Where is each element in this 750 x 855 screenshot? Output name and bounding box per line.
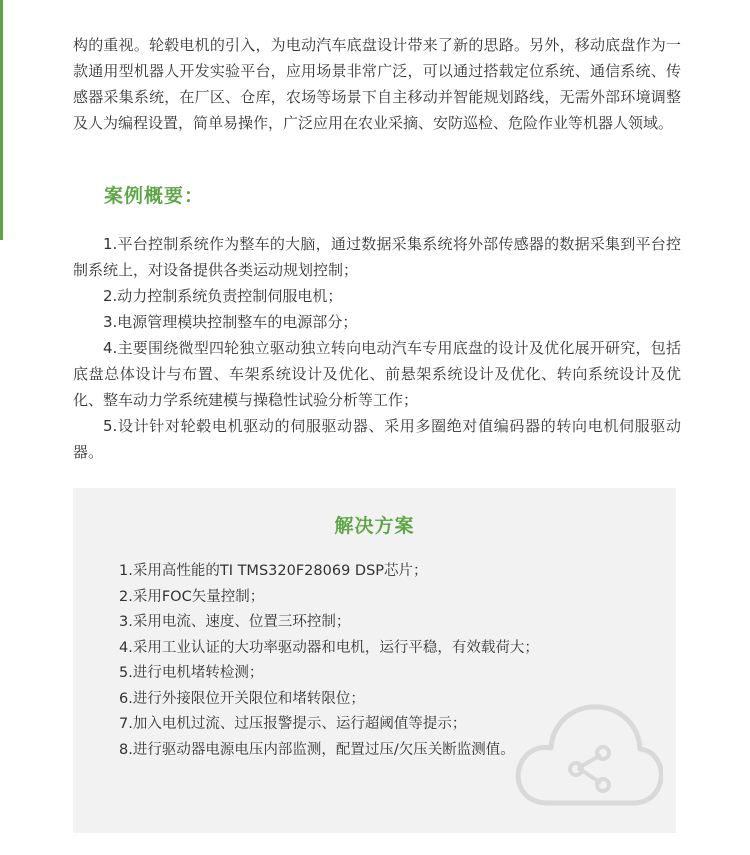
solution-item: 6.进行外接限位开关限位和堵转限位； xyxy=(119,690,365,707)
case-item: 4.主要围绕微型四轮独立驱动独立转向电动汽车专用底盘的设计及优化展开研究，包括底盘总体设计与布置、车架系统设计及优化、前悬架系统设计及优化、转向系统设计及优化、整车动力学系统建模与操稳性试验分析等工作； xyxy=(73,339,681,409)
solution-item: 3.采用电流、速度、位置三环控制； xyxy=(119,614,351,630)
case-item: 2.动力控制系统负责控制伺服电机； xyxy=(103,287,343,305)
solution-item: 4.采用工业认证的大功率驱动器和电机，运行平稳，有效载荷大； xyxy=(119,639,539,656)
case-summary-list xyxy=(73,231,681,465)
case-summary-heading: 案例概要： xyxy=(104,185,205,207)
solution-item: 2.采用FOC矢量控制； xyxy=(119,588,265,605)
solution-item: 7.加入电机过流、过压报警提示、运行超阈值等提示； xyxy=(119,716,467,732)
cloud-share-icon xyxy=(513,693,663,813)
solution-item: 5.进行电机堵转检测； xyxy=(119,665,264,681)
solution-panel xyxy=(73,488,676,833)
solution-heading: 解决方案 xyxy=(334,515,415,537)
case-item: 3.电源管理模块控制整车的电源部分； xyxy=(103,313,358,331)
intro-paragraph: 构的重视。轮毂电机的引入，为电动汽车底盘设计带来了新的思路。另外，移动底盘作为一款通用型机器人开发实验平台，应用场景非常广泛，可以通过搭载定位系统、通信系统、传感器采集系统，在厂区、仓库，农场等场景下自主移动并智能规划路线，无需外部环境调整及人为编程设置，简单易操作，广泛应用在农业采摘、安防巡检、危险作业等机器人领域。 xyxy=(73,36,681,132)
solution-item: 1.采用高性能的TI TMS320F28069 DSP芯片； xyxy=(119,563,428,579)
left-accent-bar xyxy=(0,0,3,240)
case-item: 5.设计针对轮毂电机驱动的伺服驱动器、采用多圈绝对值编码器的转向电机伺服驱动器。 xyxy=(73,417,681,461)
solution-item: 8.进行驱动器电源电压内部监测，配置过压/欠压关断监测值。 xyxy=(119,741,515,758)
case-item: 1.平台控制系统作为整车的大脑，通过数据采集系统将外部传感器的数据采集到平台控制系统上，对设备提供各类运动规划控制； xyxy=(73,235,681,279)
